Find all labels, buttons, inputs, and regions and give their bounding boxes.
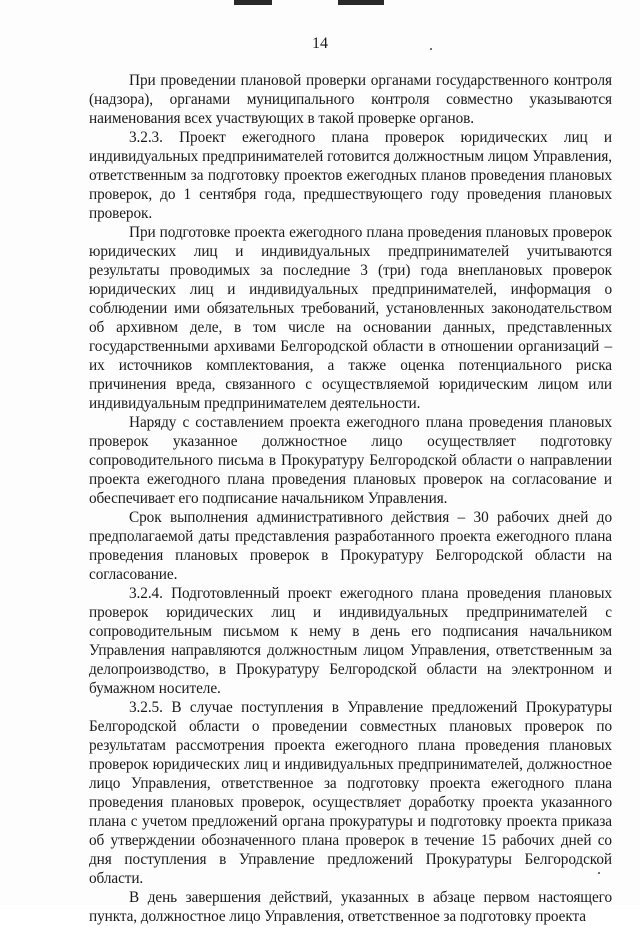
scan-artifact-right — [338, 0, 384, 5]
scan-artifact-left — [234, 0, 272, 5]
paragraph-3-2-3: 3.2.3. Проект ежегодного плана проверок юридических лиц и индивидуальных предпринимателей готовится должностным лицом Управления, ответственным за подготовку проектов ежегодных планов проведения плановых проверок, до 1 сентября года, предшествующего году проведения плановых проверок. — [89, 129, 612, 222]
paragraph-cover-letter: Наряду с составлением проекта ежегодного плана проведения плановых проверок указанное должностное лицо осуществляет подготовку сопроводительного письма в Прокуратуру Белгородской области о направлении проекта ежегодного плана проведения плановых проверок на согласование и обеспечивает его подписание начальником Управления. — [89, 414, 612, 507]
paragraph-3-2-4: 3.2.4. Подготовленный проект ежегодного плана проведения плановых проверок юридических лиц и индивидуальных предпринимателей с сопроводительным письмом к нему в день его подписания начальником Управления направляются должностным лицом Управления, ответственным за делопроизводство, в Прокуратуру Белгородской области на электронном и бумажном носителе. — [89, 585, 612, 697]
paragraph-3-2-5: 3.2.5. В случае поступления в Управление предложений Прокуратуры Белгородской области о проведении совместных плановых проверок по результатам рассмотрения проекта ежегодного плана проведения плановых проверок юридических лиц и индивидуальных предпринимателей, должностное лицо Управления, ответственное за подготовку проекта ежегодного плана проведения плановых проверок, осуществляет доработку проекта указанного плана с учетом предложений органа прокуратуры и подготовку проекта приказа об утверждении обозначенного плана проверок в течение 15 рабочих дней со дня поступления в Управление предложений Прокуратуры Белгородской области. — [89, 699, 612, 887]
scan-speck — [598, 872, 600, 874]
paragraph-joint-inspection: При проведении плановой проверки органами государственного контроля (надзора), органами муниципального контроля совместно указываются наименования всех участвующих в такой проверке органов. — [89, 72, 612, 127]
page-number: 14 — [312, 35, 328, 52]
paragraph-completion-day: В день завершения действий, указанных в абзаце первом настоящего пункта, должностное лицо Управления, ответственное за подготовку проекта — [89, 889, 612, 925]
paragraph-plan-preparation: При подготовке проекта ежегодного плана проведения плановых проверок юридических лиц и индивидуальных предпринимателей учитываются результаты проводимых за последние 3 (три) года внеплановых проверок юридических лиц и индивидуальных предпринимателей, информация о соблюдении ими обязательных требований, установленных законодательством об архивном деле, в том числе на основании данных, представленных государственными архивами Белгородской области в отношении организаций – их источников комплектования, а также оценка потенциального риска причинения вреда, связанного с осуществляемой юридическим лицом или индивидуальным предпринимателем деятельности. — [89, 224, 612, 412]
scan-speck — [430, 48, 432, 50]
document-body — [89, 71, 612, 926]
paragraph-deadline: Срок выполнения административного действия – 30 рабочих дней до предполагаемой даты представления разработанного проекта ежегодного плана проведения плановых проверок в Прокуратуру Белгородской области на согласование. — [89, 509, 612, 583]
